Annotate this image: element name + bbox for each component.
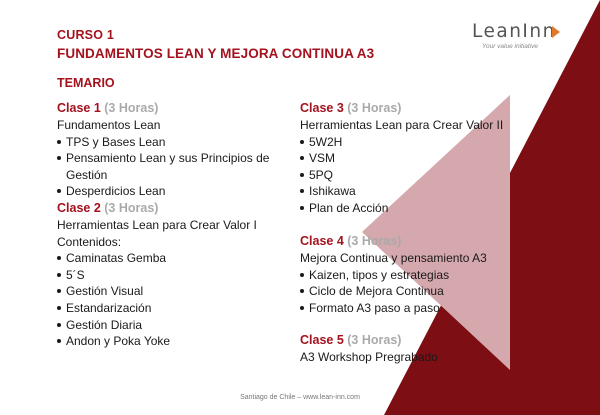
clase-2-heading — [57, 200, 297, 217]
list-item: 5´S — [57, 267, 297, 284]
clase-2-title: Herramientas Lean para Crear Valor I — [57, 218, 257, 232]
list-item: Estandarización — [57, 300, 297, 317]
course-title: FUNDAMENTOS LEAN Y MEJORA CONTINUA A3 — [57, 46, 375, 61]
clase-4-items — [300, 267, 540, 317]
clase-1-name: Clase 1 — [57, 101, 101, 115]
logo-tagline: Your value initiative — [482, 43, 539, 50]
clase-2-block — [57, 200, 297, 350]
clase-1-title: Fundamentos Lean — [57, 118, 161, 132]
logo-wordmark: LeanInn — [472, 21, 556, 42]
leaninn-logo — [472, 22, 572, 52]
list-item: TPS y Bases Lean — [57, 134, 297, 151]
clase-5-block — [300, 332, 540, 366]
list-item: Ishikawa — [300, 183, 540, 200]
list-item: Gestión Visual — [57, 283, 297, 300]
clase-4-title: Mejora Continua y pensamiento A3 — [300, 251, 487, 265]
clase-2-subtitle: Contenidos: — [57, 234, 122, 249]
list-item: Plan de Acción — [300, 200, 540, 217]
list-item: Gestión Diaria — [57, 317, 297, 334]
course-label: CURSO 1 — [57, 28, 114, 42]
list-item: Andon y Poka Yoke — [57, 333, 297, 350]
list-item: 5PQ — [300, 167, 540, 184]
list-item: 5W2H — [300, 134, 540, 151]
clase-1-items — [57, 134, 297, 200]
list-item: VSM — [300, 150, 540, 167]
list-item: Kaizen, tipos y estrategias — [300, 267, 540, 284]
logo-arrow-icon — [552, 26, 560, 38]
clase-3-block — [300, 100, 540, 217]
clase-4-hours: (3 Horas) — [347, 234, 402, 248]
footer-text: Santiago de Chile – www.lean-inn.com — [240, 394, 360, 401]
clase-1-hours: (3 Horas) — [104, 101, 159, 115]
section-label-temario: TEMARIO — [57, 76, 115, 90]
clase-5-title: A3 Workshop Pregrabado — [300, 350, 438, 364]
clase-1-block — [57, 100, 297, 200]
list-item: Desperdicios Lean — [57, 183, 297, 200]
list-item: Ciclo de Mejora Continua — [300, 283, 540, 300]
clase-4-block — [300, 233, 540, 316]
clase-1-heading — [57, 100, 297, 117]
clase-3-hours: (3 Horas) — [347, 101, 402, 115]
clase-2-hours: (3 Horas) — [104, 201, 159, 215]
clase-3-heading — [300, 100, 540, 117]
list-item: Pensamiento Lean y sus Principios de Gestión — [57, 150, 297, 183]
clase-5-hours: (3 Horas) — [347, 333, 402, 347]
clase-2-items — [57, 250, 297, 350]
clase-5-heading — [300, 332, 540, 349]
list-item: Formato A3 paso a paso — [300, 300, 540, 317]
clase-5-name: Clase 5 — [300, 333, 344, 347]
clase-2-name: Clase 2 — [57, 201, 101, 215]
clase-3-title: Herramientas Lean para Crear Valor II — [300, 118, 504, 132]
clase-4-name: Clase 4 — [300, 234, 344, 248]
clase-4-heading — [300, 233, 540, 250]
clase-3-items — [300, 134, 540, 217]
clase-3-name: Clase 3 — [300, 101, 344, 115]
list-item: Caminatas Gemba — [57, 250, 297, 267]
